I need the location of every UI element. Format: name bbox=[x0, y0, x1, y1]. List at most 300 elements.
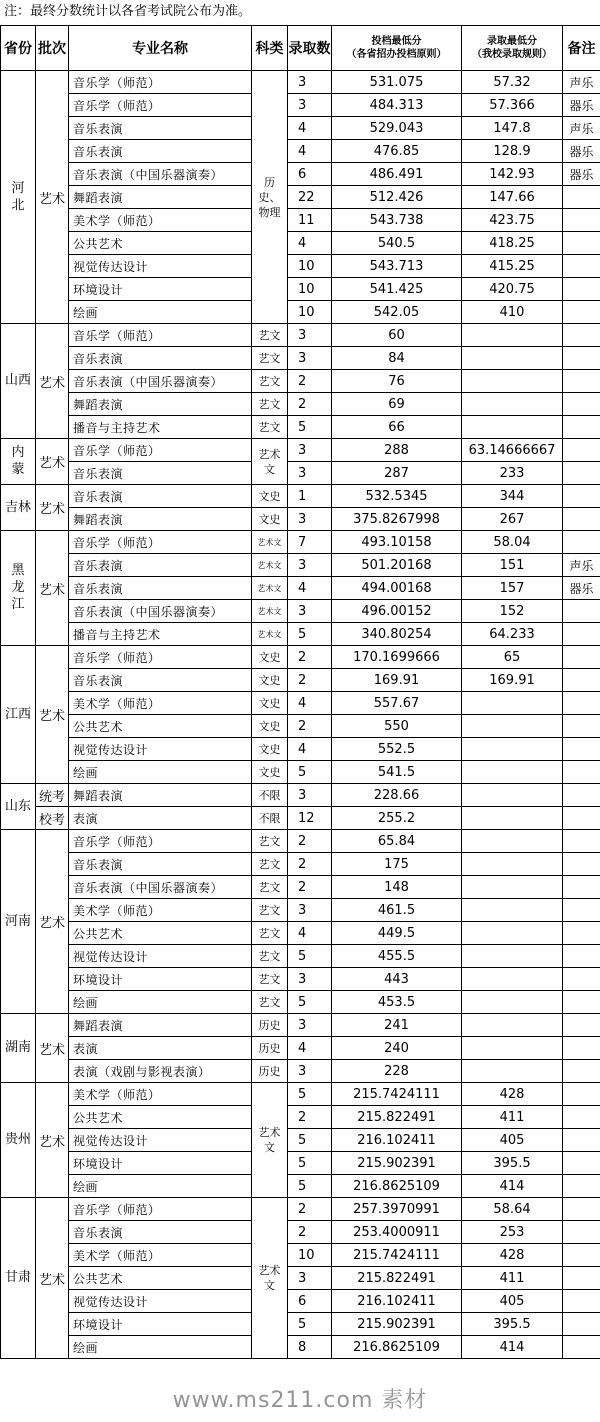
admit-score-cell: 65 bbox=[462, 646, 563, 669]
admit-score-cell: 405 bbox=[462, 1290, 563, 1313]
count-cell: 12 bbox=[288, 807, 332, 830]
remark-cell: 器乐 bbox=[563, 94, 600, 117]
remark-cell bbox=[563, 508, 600, 531]
admit-score-cell: 128.9 bbox=[462, 140, 563, 163]
remark-cell bbox=[563, 439, 600, 462]
file-score-cell: 501.20168 bbox=[332, 554, 462, 577]
file-score-cell: 529.043 bbox=[332, 117, 462, 140]
table-row bbox=[1, 232, 600, 255]
count-cell: 22 bbox=[288, 186, 332, 209]
remark-cell bbox=[563, 209, 600, 232]
table-row bbox=[1, 485, 600, 508]
file-score-cell: 215.822491 bbox=[332, 1106, 462, 1129]
major-cell: 公共艺术 bbox=[69, 715, 252, 738]
count-cell: 2 bbox=[288, 646, 332, 669]
table-row bbox=[1, 922, 600, 945]
file-score-cell: 455.5 bbox=[332, 945, 462, 968]
count-cell: 11 bbox=[288, 209, 332, 232]
province-cell bbox=[1, 784, 36, 830]
admit-score-cell: 58.64 bbox=[462, 1198, 563, 1221]
remark-cell bbox=[563, 1060, 600, 1083]
admit-score-cell bbox=[462, 416, 563, 439]
count-cell: 3 bbox=[288, 71, 332, 94]
remark-cell bbox=[563, 255, 600, 278]
count-cell: 2 bbox=[288, 370, 332, 393]
admit-score-cell: 428 bbox=[462, 1244, 563, 1267]
admit-score-cell: 151 bbox=[462, 554, 563, 577]
subject-cell: 艺文 bbox=[252, 324, 288, 347]
table-row bbox=[1, 370, 600, 393]
admit-score-cell: 147.8 bbox=[462, 117, 563, 140]
remark-cell bbox=[563, 531, 600, 554]
province-name: 河北 bbox=[11, 180, 25, 213]
table-row bbox=[1, 807, 600, 830]
batch-cell: 艺术 bbox=[36, 646, 69, 784]
remark-cell bbox=[563, 416, 600, 439]
remark-cell bbox=[563, 186, 600, 209]
remark-cell bbox=[563, 347, 600, 370]
header-count: 录取数 bbox=[288, 26, 332, 71]
major-cell: 公共艺术 bbox=[69, 1106, 252, 1129]
major-cell: 音乐学（师范） bbox=[69, 531, 252, 554]
table-row bbox=[1, 991, 600, 1014]
major-cell: 绘画 bbox=[69, 301, 252, 324]
major-cell: 音乐表演 bbox=[69, 462, 252, 485]
province-name: 吉林 bbox=[4, 499, 31, 515]
admit-score-cell bbox=[462, 1014, 563, 1037]
province-cell bbox=[1, 439, 36, 485]
count-cell: 3 bbox=[288, 554, 332, 577]
admission-score-table bbox=[0, 25, 600, 1359]
remark-cell bbox=[563, 669, 600, 692]
remark-cell bbox=[563, 991, 600, 1014]
major-cell: 音乐表演 bbox=[69, 1221, 252, 1244]
count-cell: 5 bbox=[288, 761, 332, 784]
count-cell: 5 bbox=[288, 1313, 332, 1336]
subject-cell: 文史 bbox=[252, 508, 288, 531]
province-name: 甘肃 bbox=[4, 1270, 31, 1285]
subject-cell: 艺文 bbox=[252, 370, 288, 393]
admit-score-cell: 344 bbox=[462, 485, 563, 508]
subject-cell: 历史 bbox=[252, 1014, 288, 1037]
major-cell: 环境设计 bbox=[69, 1313, 252, 1336]
table-row bbox=[1, 715, 600, 738]
major-cell: 美术学（师范） bbox=[69, 899, 252, 922]
table-row bbox=[1, 1014, 600, 1037]
count-cell: 3 bbox=[288, 324, 332, 347]
major-cell: 环境设计 bbox=[69, 1152, 252, 1175]
table-row bbox=[1, 1244, 600, 1267]
major-cell: 美术学（师范） bbox=[69, 692, 252, 715]
province-cell bbox=[1, 1014, 36, 1083]
table-row bbox=[1, 1152, 600, 1175]
major-cell: 视觉传达设计 bbox=[69, 1290, 252, 1313]
remark-cell bbox=[563, 623, 600, 646]
subject-cell: 艺文 bbox=[252, 347, 288, 370]
table-row bbox=[1, 94, 600, 117]
subject-cell: 文史 bbox=[252, 669, 288, 692]
count-cell: 6 bbox=[288, 163, 332, 186]
major-cell: 音乐学（师范） bbox=[69, 1198, 252, 1221]
admit-score-cell bbox=[462, 347, 563, 370]
province-name: 山西 bbox=[4, 373, 31, 388]
count-cell: 3 bbox=[288, 347, 332, 370]
admit-score-cell: 157 bbox=[462, 577, 563, 600]
remark-cell bbox=[563, 301, 600, 324]
count-cell: 5 bbox=[288, 1083, 332, 1106]
batch-cell: 艺术 bbox=[36, 531, 69, 646]
major-cell: 绘画 bbox=[69, 761, 252, 784]
subject-cell: 文史 bbox=[252, 761, 288, 784]
admit-score-cell bbox=[462, 876, 563, 899]
table-row bbox=[1, 508, 600, 531]
admit-score-cell: 152 bbox=[462, 600, 563, 623]
file-score-cell: 543.738 bbox=[332, 209, 462, 232]
table-row bbox=[1, 439, 600, 462]
admit-score-cell: 414 bbox=[462, 1175, 563, 1198]
province-name: 内蒙 bbox=[11, 445, 25, 477]
major-cell: 表演（戏剧与影视表演） bbox=[69, 1060, 252, 1083]
admit-score-cell bbox=[462, 761, 563, 784]
major-cell: 音乐表演（中国乐器演奏） bbox=[69, 876, 252, 899]
count-cell: 2 bbox=[288, 1106, 332, 1129]
count-cell: 4 bbox=[288, 922, 332, 945]
count-cell: 10 bbox=[288, 1244, 332, 1267]
major-cell: 视觉传达设计 bbox=[69, 738, 252, 761]
table-row bbox=[1, 1336, 600, 1359]
admit-score-cell bbox=[462, 393, 563, 416]
major-cell: 播音与主持艺术 bbox=[69, 416, 252, 439]
subject-cell: 不限 bbox=[252, 807, 288, 830]
province-cell bbox=[1, 324, 36, 439]
batch-cell: 艺术 bbox=[36, 830, 69, 1014]
major-cell: 音乐表演 bbox=[69, 669, 252, 692]
file-score-cell: 255.2 bbox=[332, 807, 462, 830]
major-cell: 音乐学（师范） bbox=[69, 646, 252, 669]
table-row bbox=[1, 1198, 600, 1221]
file-score-cell: 84 bbox=[332, 347, 462, 370]
file-score-cell: 241 bbox=[332, 1014, 462, 1037]
table-row bbox=[1, 209, 600, 232]
file-score-cell: 175 bbox=[332, 853, 462, 876]
file-score-cell: 531.075 bbox=[332, 71, 462, 94]
file-score-cell: 228.66 bbox=[332, 784, 462, 807]
count-cell: 5 bbox=[288, 991, 332, 1014]
watermark-text: www.ms211.com 素材 bbox=[172, 1388, 428, 1413]
count-cell: 3 bbox=[288, 508, 332, 531]
subject-cell: 艺文 bbox=[252, 899, 288, 922]
count-cell: 10 bbox=[288, 278, 332, 301]
subject-name: 艺术文 bbox=[258, 1126, 281, 1154]
major-cell: 公共艺术 bbox=[69, 922, 252, 945]
admit-score-cell: 253 bbox=[462, 1221, 563, 1244]
province-cell bbox=[1, 830, 36, 1014]
major-cell: 环境设计 bbox=[69, 968, 252, 991]
table-row bbox=[1, 278, 600, 301]
count-cell: 4 bbox=[288, 140, 332, 163]
admit-score-cell bbox=[462, 922, 563, 945]
file-score-cell: 550 bbox=[332, 715, 462, 738]
major-cell: 播音与主持艺术 bbox=[69, 623, 252, 646]
count-cell: 3 bbox=[288, 1267, 332, 1290]
remark-cell bbox=[563, 324, 600, 347]
table-row bbox=[1, 1267, 600, 1290]
table-row bbox=[1, 899, 600, 922]
subject-cell: 不限 bbox=[252, 784, 288, 807]
table-row bbox=[1, 1060, 600, 1083]
province-cell bbox=[1, 531, 36, 646]
count-cell: 1 bbox=[288, 485, 332, 508]
table-row bbox=[1, 531, 600, 554]
count-cell: 7 bbox=[288, 531, 332, 554]
admit-score-cell: 142.93 bbox=[462, 163, 563, 186]
file-score-cell: 461.5 bbox=[332, 899, 462, 922]
province-name: 山东 bbox=[4, 798, 31, 814]
file-score-cell: 557.67 bbox=[332, 692, 462, 715]
table-row bbox=[1, 71, 600, 94]
major-cell: 舞蹈表演 bbox=[69, 186, 252, 209]
file-score-cell: 148 bbox=[332, 876, 462, 899]
province-cell bbox=[1, 71, 36, 324]
major-cell: 音乐学（师范） bbox=[69, 439, 252, 462]
admit-score-cell: 395.5 bbox=[462, 1152, 563, 1175]
remark-cell: 声乐 bbox=[563, 71, 600, 94]
file-score-cell: 240 bbox=[332, 1037, 462, 1060]
table-row bbox=[1, 1221, 600, 1244]
count-cell: 2 bbox=[288, 876, 332, 899]
subject-cell: 艺文 bbox=[252, 393, 288, 416]
header-batch: 批次 bbox=[36, 26, 69, 71]
batch-cell: 艺术 bbox=[36, 439, 69, 485]
header-min-file-score-subtitle: （各省招办投档原则） bbox=[346, 49, 447, 60]
table-row bbox=[1, 830, 600, 853]
file-score-cell: 494.00168 bbox=[332, 577, 462, 600]
file-score-cell: 476.85 bbox=[332, 140, 462, 163]
table-row bbox=[1, 347, 600, 370]
count-cell: 5 bbox=[288, 1152, 332, 1175]
subject-cell: 艺文 bbox=[252, 853, 288, 876]
subject-cell bbox=[252, 1083, 288, 1198]
count-cell: 2 bbox=[288, 715, 332, 738]
subject-cell bbox=[252, 1198, 288, 1359]
admit-score-cell: 420.75 bbox=[462, 278, 563, 301]
major-cell: 环境设计 bbox=[69, 278, 252, 301]
subject-cell: 艺术文 bbox=[252, 623, 288, 646]
count-cell: 4 bbox=[288, 692, 332, 715]
major-cell: 音乐学（师范） bbox=[69, 71, 252, 94]
remark-cell: 器乐 bbox=[563, 577, 600, 600]
remark-cell bbox=[563, 945, 600, 968]
table-row bbox=[1, 163, 600, 186]
subject-cell: 文史 bbox=[252, 485, 288, 508]
admit-score-cell: 423.75 bbox=[462, 209, 563, 232]
remark-cell bbox=[563, 1244, 600, 1267]
admit-score-cell: 233 bbox=[462, 462, 563, 485]
subject-name: 艺术文 bbox=[258, 447, 281, 476]
file-score-cell: 449.5 bbox=[332, 922, 462, 945]
batch-cell: 统考 bbox=[36, 784, 69, 807]
major-cell: 舞蹈表演 bbox=[69, 1014, 252, 1037]
major-cell: 音乐表演（中国乐器演奏） bbox=[69, 600, 252, 623]
remark-cell: 器乐 bbox=[563, 140, 600, 163]
major-cell: 表演 bbox=[69, 807, 252, 830]
province-name: 湖南 bbox=[4, 1040, 31, 1055]
major-cell: 美术学（师范） bbox=[69, 1244, 252, 1267]
subject-cell: 艺文 bbox=[252, 876, 288, 899]
province-cell bbox=[1, 1083, 36, 1198]
admit-score-cell bbox=[462, 991, 563, 1014]
header-province: 省份 bbox=[1, 26, 36, 71]
admit-score-cell: 428 bbox=[462, 1083, 563, 1106]
table-row bbox=[1, 784, 600, 807]
admit-score-cell: 63.14666667 bbox=[462, 439, 563, 462]
file-score-cell: 169.91 bbox=[332, 669, 462, 692]
admit-score-cell bbox=[462, 945, 563, 968]
table-row bbox=[1, 1290, 600, 1313]
table-row bbox=[1, 324, 600, 347]
table-row bbox=[1, 646, 600, 669]
batch-cell: 校考 bbox=[36, 807, 69, 830]
major-cell: 音乐学（师范） bbox=[69, 94, 252, 117]
count-cell: 3 bbox=[288, 1014, 332, 1037]
major-cell: 音乐表演 bbox=[69, 347, 252, 370]
file-score-cell: 288 bbox=[332, 439, 462, 462]
subject-cell: 艺文 bbox=[252, 968, 288, 991]
count-cell: 5 bbox=[288, 1175, 332, 1198]
admit-score-cell bbox=[462, 715, 563, 738]
remark-cell bbox=[563, 1129, 600, 1152]
admit-score-cell bbox=[462, 853, 563, 876]
file-score-cell: 512.426 bbox=[332, 186, 462, 209]
major-cell: 音乐学（师范） bbox=[69, 324, 252, 347]
file-score-cell: 215.7424111 bbox=[332, 1244, 462, 1267]
admit-score-cell: 64.233 bbox=[462, 623, 563, 646]
header-major: 专业名称 bbox=[69, 26, 252, 71]
table-row bbox=[1, 1083, 600, 1106]
province-name: 河南 bbox=[4, 913, 31, 929]
file-score-cell: 340.80254 bbox=[332, 623, 462, 646]
admit-score-cell bbox=[462, 324, 563, 347]
subject-cell: 艺术文 bbox=[252, 554, 288, 577]
table-row bbox=[1, 692, 600, 715]
file-score-cell: 215.7424111 bbox=[332, 1083, 462, 1106]
remark-cell bbox=[563, 1014, 600, 1037]
header-min-admit-score-subtitle: （我校录取规则） bbox=[472, 49, 552, 60]
admit-score-cell bbox=[462, 968, 563, 991]
remark-cell bbox=[563, 393, 600, 416]
batch-cell: 艺术 bbox=[36, 1198, 69, 1359]
table-row bbox=[1, 1129, 600, 1152]
subject-cell bbox=[252, 439, 288, 485]
subject-name: 艺术文 bbox=[258, 1264, 281, 1292]
file-score-cell: 215.902391 bbox=[332, 1313, 462, 1336]
file-score-cell: 541.425 bbox=[332, 278, 462, 301]
file-score-cell: 216.8625109 bbox=[332, 1336, 462, 1359]
file-score-cell: 215.822491 bbox=[332, 1267, 462, 1290]
batch-cell: 艺术 bbox=[36, 1083, 69, 1198]
remark-cell bbox=[563, 1290, 600, 1313]
file-score-cell: 542.05 bbox=[332, 301, 462, 324]
table-row bbox=[1, 1175, 600, 1198]
major-cell: 音乐表演 bbox=[69, 117, 252, 140]
table-row bbox=[1, 186, 600, 209]
admit-score-cell bbox=[462, 784, 563, 807]
table-row bbox=[1, 140, 600, 163]
remark-cell bbox=[563, 1175, 600, 1198]
major-cell: 音乐表演 bbox=[69, 140, 252, 163]
subject-cell: 文史 bbox=[252, 646, 288, 669]
admit-score-cell bbox=[462, 370, 563, 393]
subject-cell: 艺术文 bbox=[252, 531, 288, 554]
file-score-cell: 66 bbox=[332, 416, 462, 439]
table-row bbox=[1, 554, 600, 577]
count-cell: 3 bbox=[288, 784, 332, 807]
file-score-cell: 443 bbox=[332, 968, 462, 991]
subject-cell bbox=[252, 71, 288, 324]
table-row bbox=[1, 416, 600, 439]
major-cell: 绘画 bbox=[69, 1175, 252, 1198]
table-row bbox=[1, 1106, 600, 1129]
remark-cell bbox=[563, 1336, 600, 1359]
subject-cell: 艺术文 bbox=[252, 577, 288, 600]
file-score-cell: 253.4000911 bbox=[332, 1221, 462, 1244]
file-score-cell: 69 bbox=[332, 393, 462, 416]
subject-cell: 艺文 bbox=[252, 945, 288, 968]
count-cell: 5 bbox=[288, 416, 332, 439]
admit-score-cell: 58.04 bbox=[462, 531, 563, 554]
remark-cell bbox=[563, 1106, 600, 1129]
remark-cell bbox=[563, 784, 600, 807]
table-row bbox=[1, 968, 600, 991]
count-cell: 5 bbox=[288, 945, 332, 968]
batch-cell: 艺术 bbox=[36, 71, 69, 324]
major-cell: 音乐表演 bbox=[69, 577, 252, 600]
admit-score-cell bbox=[462, 807, 563, 830]
major-cell: 舞蹈表演 bbox=[69, 784, 252, 807]
table-row bbox=[1, 623, 600, 646]
count-cell: 4 bbox=[288, 232, 332, 255]
major-cell: 视觉传达设计 bbox=[69, 1129, 252, 1152]
major-cell: 音乐表演 bbox=[69, 485, 252, 508]
table-row bbox=[1, 876, 600, 899]
file-score-cell: 493.10158 bbox=[332, 531, 462, 554]
admit-score-cell bbox=[462, 692, 563, 715]
header-min-file-score bbox=[332, 26, 462, 71]
remark-cell bbox=[563, 1221, 600, 1244]
table-row bbox=[1, 761, 600, 784]
remark-cell bbox=[563, 232, 600, 255]
admit-score-cell: 267 bbox=[462, 508, 563, 531]
subject-cell: 文史 bbox=[252, 738, 288, 761]
file-score-cell: 541.5 bbox=[332, 761, 462, 784]
major-cell: 美术学（师范） bbox=[69, 209, 252, 232]
count-cell: 2 bbox=[288, 393, 332, 416]
file-score-cell: 375.8267998 bbox=[332, 508, 462, 531]
header-min-file-score-title: 投档最低分 bbox=[371, 36, 422, 47]
count-cell: 2 bbox=[288, 1198, 332, 1221]
remark-cell bbox=[563, 1083, 600, 1106]
table-row bbox=[1, 117, 600, 140]
subject-cell: 历史 bbox=[252, 1037, 288, 1060]
file-score-cell: 76 bbox=[332, 370, 462, 393]
table-row bbox=[1, 301, 600, 324]
batch-cell: 艺术 bbox=[36, 1014, 69, 1083]
remark-cell bbox=[563, 370, 600, 393]
admit-score-cell: 415.25 bbox=[462, 255, 563, 278]
province-name: 黑龙江 bbox=[11, 563, 25, 612]
remark-cell bbox=[563, 1267, 600, 1290]
subject-cell: 艺文 bbox=[252, 830, 288, 853]
